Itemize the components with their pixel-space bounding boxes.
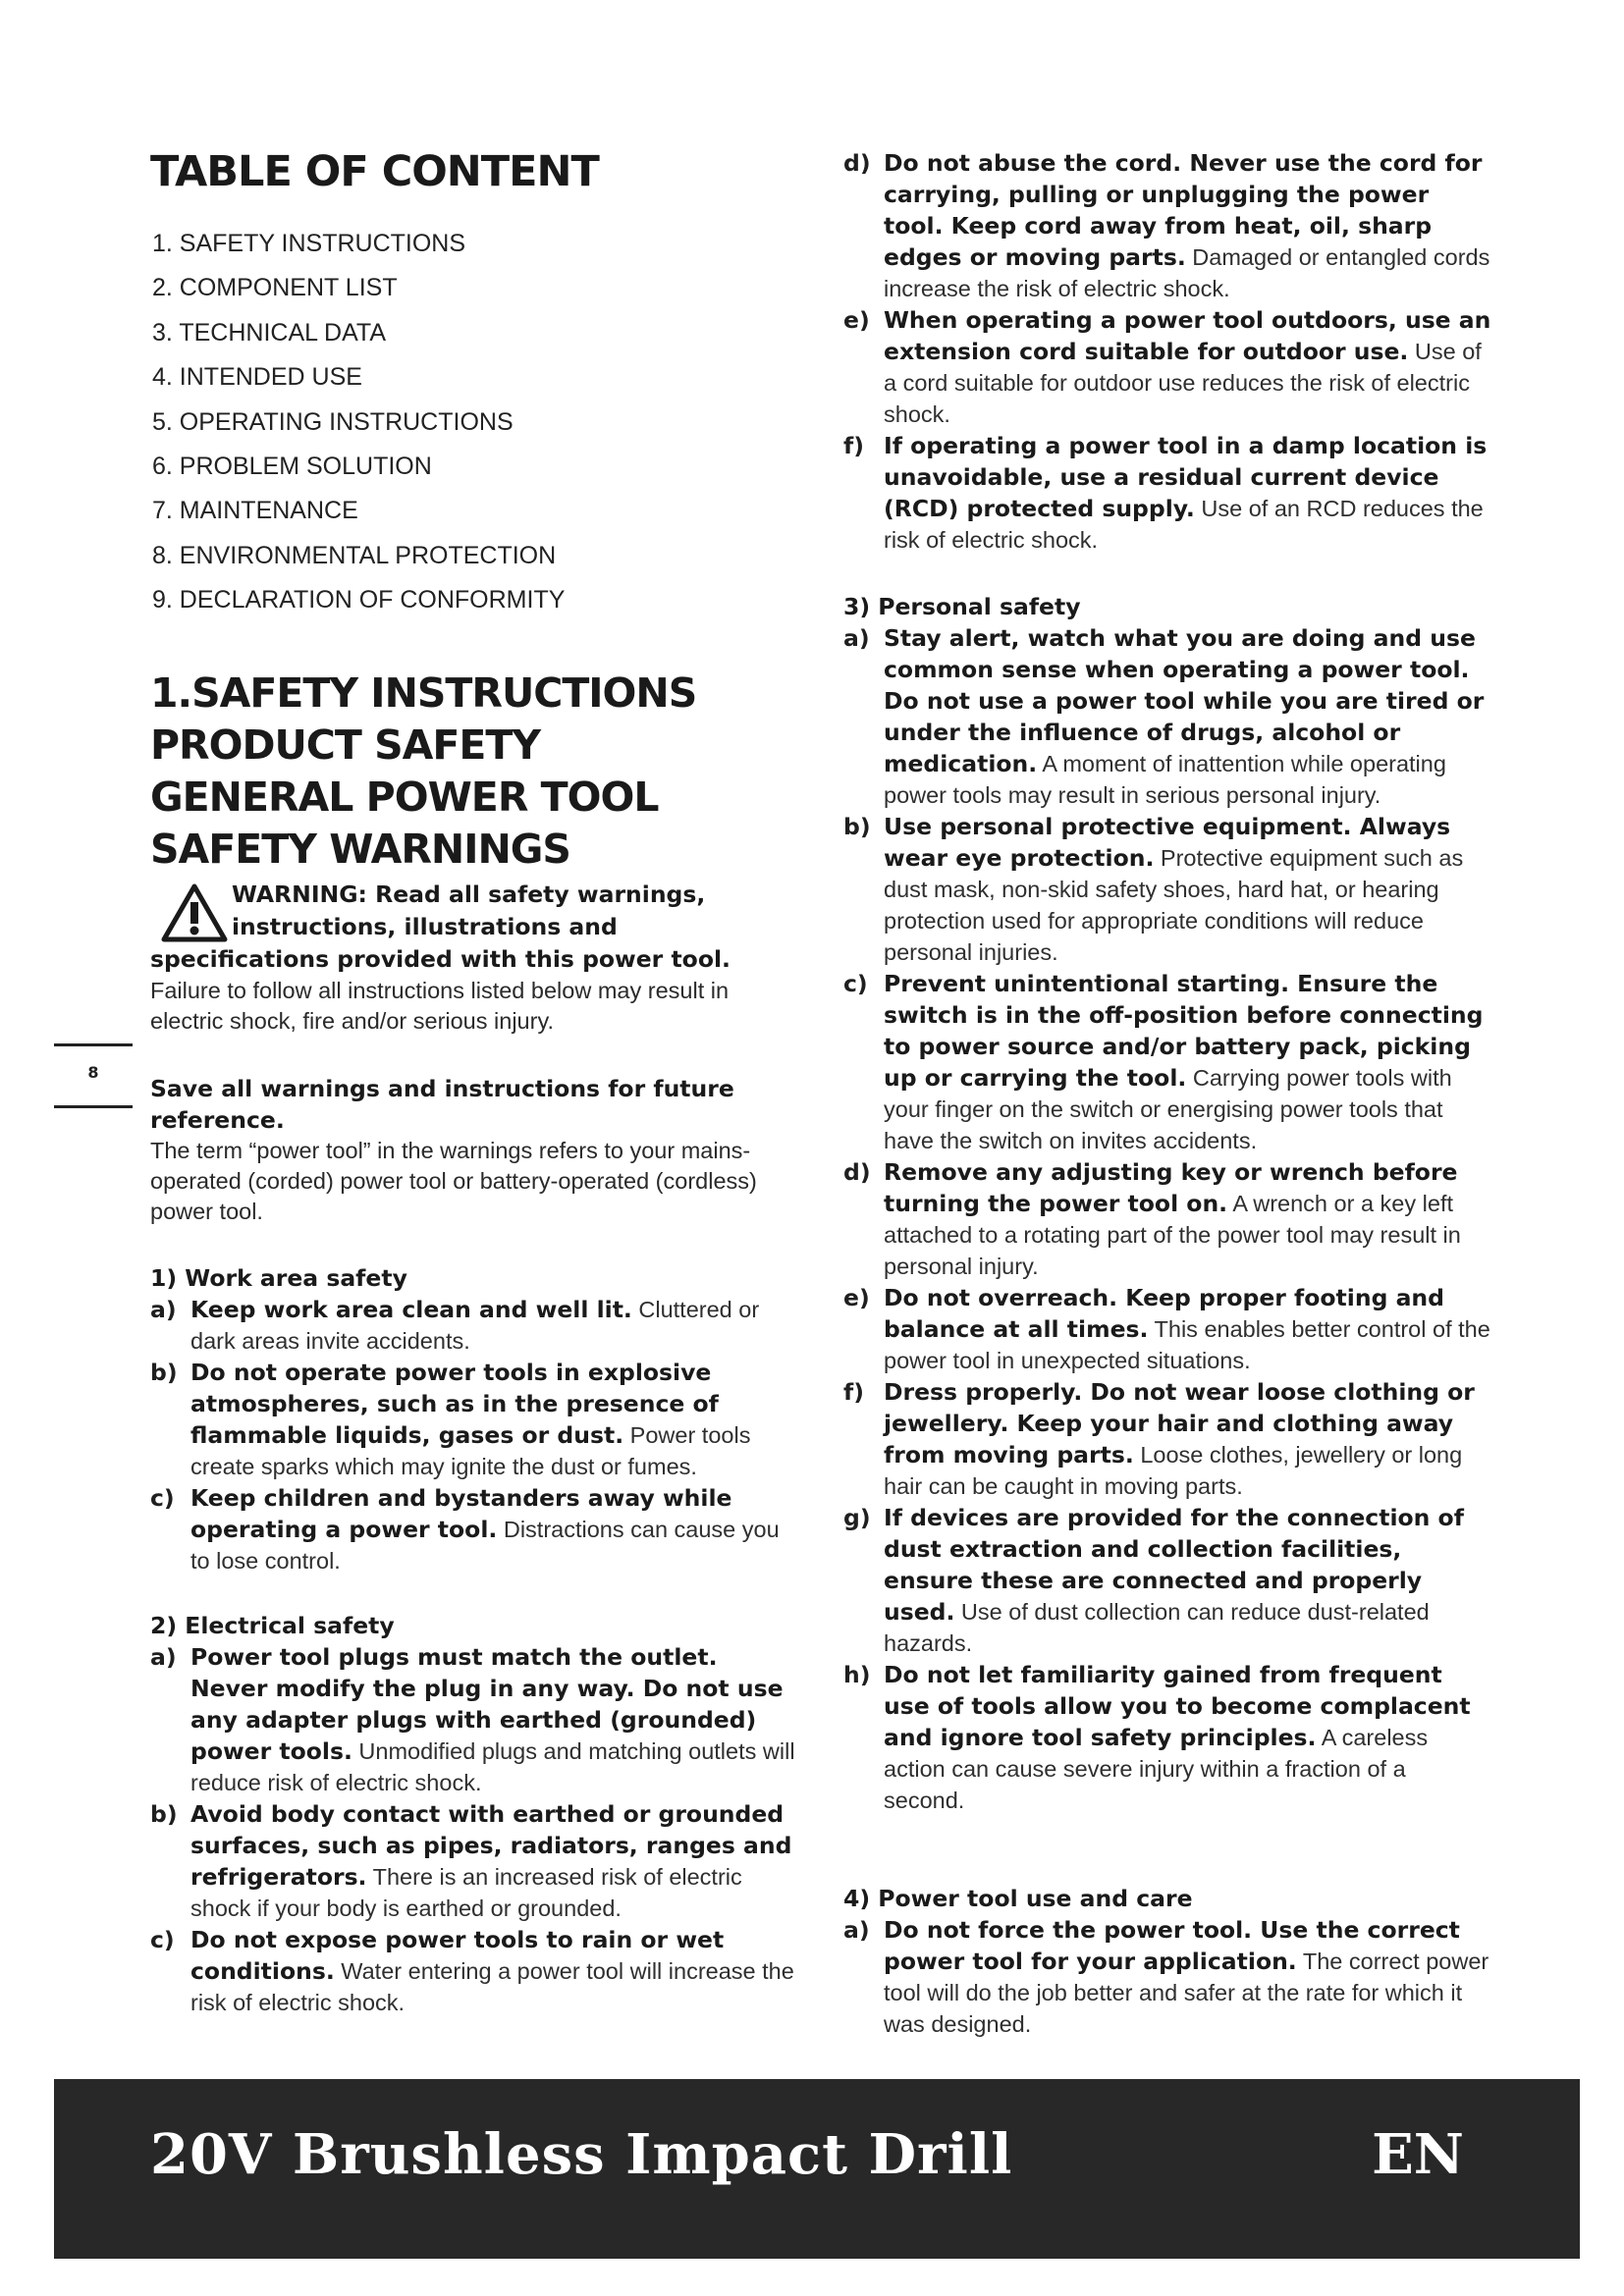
list-item [150,1924,798,2018]
item-label: e) [843,1284,870,1311]
item-text: A wrench or a key left attached to a rotating part of the power tool may result in personal injury. [884,1191,1461,1279]
item-text: Water entering a power tool will increase the risk of electric shock. [190,1958,794,2015]
item-text: Cluttered or dark areas invite accidents. [190,1297,760,1354]
warning-triangle-icon [160,882,229,943]
item-text: There is an increased risk of electric shock if your body is earthed or grounded. [190,1864,742,1921]
save-block [150,1073,798,1227]
item-bold: Use personal protective equipment. Always wear eye protection. [884,813,1451,872]
item-label: c) [150,1926,175,1953]
heading-line: PRODUCT SAFETY [150,721,541,769]
list-item [150,1482,798,1576]
item-label: c) [150,1484,175,1512]
item-bold: Do not overreach. Keep proper footing and balance at all times. [884,1284,1444,1343]
section-title: 2) Electrical safety [150,1612,395,1639]
item-text: Use of dust collection can reduce dust-related hazards. [884,1599,1430,1656]
toc-list [152,222,565,623]
list-item [843,1659,1491,1816]
item-bold: Remove any adjusting key or wrench before turning the power tool on. [884,1158,1458,1217]
item-bold: When operating a power tool outdoors, use an extension cord suitable for outdoor use. [884,306,1491,365]
toc-item: 7. MAINTENANCE [152,497,358,525]
toc-item: 6. PROBLEM SOLUTION [152,453,432,481]
item-text: A moment of inattention while operating power tools may result in serious personal injury. [884,751,1446,808]
item-text: Power tools create sparks which may ignite the dust or fumes. [190,1422,751,1479]
item-label: c) [843,970,868,997]
item-bold: Do not expose power tools to rain or wet conditions. [190,1926,725,1985]
item-bold: Keep work area clean and well lit. [190,1296,632,1323]
divider [54,1043,133,1046]
list-item [150,1357,798,1482]
item-text: This enables better control of the power tool in unexpected situations. [884,1316,1490,1373]
list-item [843,304,1491,430]
item-label: d) [843,149,871,177]
item-label: f) [843,432,864,459]
item-text: Carrying power tools with your finger on the switch or energising power tools that have the switch on invites accidents. [884,1065,1452,1153]
list-item [150,1294,798,1357]
item-bold: Avoid body contact with earthed or grounded surfaces, such as pipes, radiators, ranges and refrigerators. [190,1800,792,1891]
item-label: b) [843,813,871,840]
item-bold: If devices are provided for the connection of dust extraction and collection facilities, ensure these are connected and properly used. [884,1504,1464,1626]
language-code: EN [1372,2122,1464,2187]
section-heading [150,667,696,876]
item-label: a) [843,1916,870,1944]
warning-head-line: specifications provided with this power tool. [150,945,731,973]
item-label: f) [843,1378,864,1406]
item-text: A careless action can cause severe injury within a fraction of a second. [884,1725,1429,1813]
page-number-marker [54,1043,133,1108]
toc-item: 9. DECLARATION OF CONFORMITY [152,586,566,614]
item-bold: If operating a power tool in a damp location is unavoidable, use a residual current device (RCD) protected supply. [884,432,1488,522]
list-item [843,430,1491,556]
heading-line: 1.SAFETY INSTRUCTIONS [150,669,697,717]
list-item [843,968,1491,1156]
item-text: Unmodified plugs and matching outlets will reduce risk of electric shock. [190,1738,795,1795]
toc-item: 3. TECHNICAL DATA [152,318,387,347]
page-number: 8 [87,1063,99,1082]
item-label: e) [843,306,870,334]
item-text: Distractions can cause you to lose control. [190,1517,780,1574]
item-text: Use of an RCD reduces the risk of electric shock. [884,496,1484,553]
list-item [843,147,1491,304]
toc-title: TABLE OF CONTENT [150,147,599,196]
list-item [843,1914,1491,2040]
tool-use-section [843,1883,1491,2040]
electrical-section [150,1610,798,2018]
item-label: a) [843,624,870,652]
warning-head-line: instructions, illustrations and [232,913,618,940]
item-label: g) [843,1504,871,1531]
item-label: a) [150,1296,177,1323]
item-label: d) [843,1158,871,1186]
divider [54,1105,133,1108]
item-bold: Do not let familiarity gained from frequent use of tools allow you to become complacent and ignore tool safety principles. [884,1661,1471,1751]
list-item [843,811,1491,968]
item-bold: Do not force the power tool. Use the correct power tool for your application. [884,1916,1460,1975]
item-text: The correct power tool will do the job better and safer at the rate for which it was designed. [884,1949,1489,2037]
item-bold: Do not abuse the cord. Never use the cord for carrying, pulling or unplugging the power tool. Keep cord away from heat, oil, sharp edges or moving parts. [884,149,1483,271]
save-heading: Save all warnings and instructions for future reference. [150,1075,734,1134]
item-bold: Power tool plugs must match the outlet. Never modify the plug in any way. Do not use any adapter plugs with earthed (grounded) power tools. [190,1643,784,1765]
warning-block [150,879,798,1037]
toc-item: 2. COMPONENT LIST [152,274,398,302]
warning-head-line: WARNING: Read all safety warnings, [232,881,706,908]
save-body: The term “power tool” in the warnings refers to your mains-operated (corded) power tool or battery-operated (cordless) power tool. [150,1138,757,1224]
list-item [843,1156,1491,1282]
section-title: 3) Personal safety [843,593,1081,620]
item-bold: Dress properly. Do not wear loose clothing or jewellery. Keep your hair and clothing away from moving parts. [884,1378,1475,1468]
toc-item: 5. OPERATING INSTRUCTIONS [152,407,514,436]
item-label: b) [150,1800,178,1828]
toc-item: 8. ENVIRONMENTAL PROTECTION [152,541,557,569]
item-text: Loose clothes, jewellery or long hair can be caught in moving parts. [884,1442,1463,1499]
list-item [843,1502,1491,1659]
electrical-continued [843,147,1491,556]
heading-line: GENERAL POWER TOOL [150,774,659,821]
item-bold: Stay alert, watch what you are doing and use common sense when operating a power tool. Do not use a power tool while you are tired or under the influence of drugs, alcohol or medication. [884,624,1485,777]
list-item [843,622,1491,811]
footer-band [54,2079,1580,2259]
section-title: 1) Work area safety [150,1264,407,1292]
item-bold: Keep children and bystanders away while operating a power tool. [190,1484,732,1543]
warning-heading [150,879,798,976]
heading-line: SAFETY WARNINGS [150,826,570,873]
item-bold: Do not operate power tools in explosive atmospheres, such as in the presence of flammable liquids, gases or dust. [190,1359,719,1449]
list-item [843,1282,1491,1376]
item-label: h) [843,1661,871,1688]
work-area-section [150,1262,798,1576]
list-item [843,1376,1491,1502]
product-title: 20V Brushless Impact Drill [150,2122,1013,2187]
item-text: Protective equipment such as dust mask, non-skid safety shoes, hard hat, or hearing protection used for appropriate conditions will reduce personal injuries. [884,845,1464,965]
section-title: 4) Power tool use and care [843,1885,1193,1912]
toc-item: 1. SAFETY INSTRUCTIONS [152,230,466,257]
item-label: b) [150,1359,178,1386]
toc-item: 4. INTENDED USE [152,363,362,392]
item-label: a) [150,1643,177,1671]
list-item [150,1798,798,1924]
list-item [150,1641,798,1798]
item-text: Damaged or entangled cords increase the risk of electric shock. [884,244,1490,301]
warning-body: Failure to follow all instructions listed below may result in electric shock, fire and/or serious injury. [150,978,730,1034]
item-bold: Prevent unintentional starting. Ensure the switch is in the off-position before connecting to power source and/or battery pack, picking up or carrying the tool. [884,970,1484,1092]
item-text: Use of a cord suitable for outdoor use reduces the risk of electric shock. [884,339,1482,427]
personal-section [843,591,1491,1816]
